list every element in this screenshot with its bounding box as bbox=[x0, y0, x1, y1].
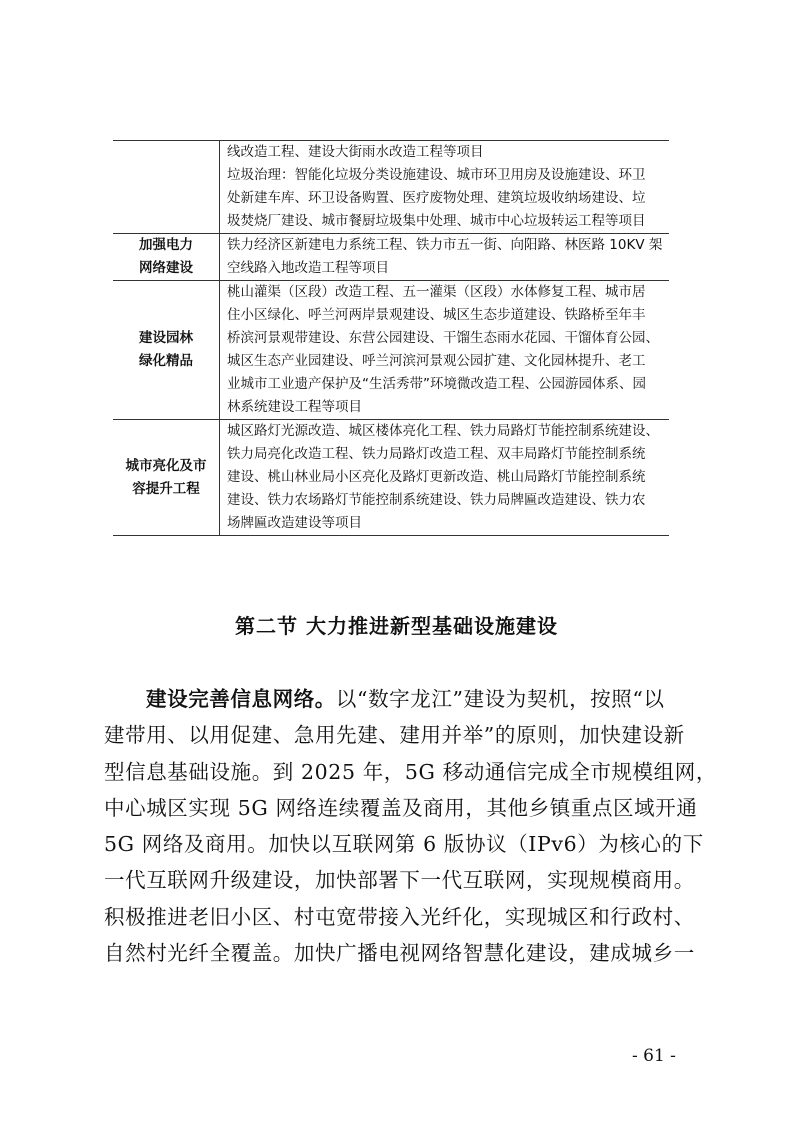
category-cell bbox=[113, 234, 220, 281]
paragraph-line: 以“数字龙江”建设为契机，按照“以 bbox=[335, 687, 665, 711]
body-paragraph bbox=[104, 681, 717, 971]
table-row bbox=[113, 141, 669, 234]
description-line: 铁力经济区新建电力系统工程、铁力市五一街、向阳路、林医路 10KV 架 bbox=[227, 237, 663, 253]
page-number: - 61 - bbox=[632, 1046, 676, 1066]
description-line: 建设、桃山林业局小区亮化及路灯更新改造、桃山局路灯节能控制系统 bbox=[227, 469, 646, 485]
description-line: 建设、铁力农场路灯节能控制系统建设、铁力局牌匾改造建设、铁力农 bbox=[227, 492, 646, 508]
category-label: 绿化精品 bbox=[139, 353, 193, 369]
description-line: 空线路入地改造工程等项目 bbox=[227, 260, 389, 276]
paragraph-line: 中心城区实现 5G 网络连续覆盖及商用，其他乡镇重点区域开通 bbox=[104, 795, 698, 820]
description-line: 城区生态产业园建设、呼兰河滨河景观公园扩建、文化园林提升、老工 bbox=[227, 353, 646, 369]
description-cell bbox=[220, 141, 670, 234]
category-label: 容提升工程 bbox=[132, 480, 200, 497]
category-label: 城市亮化及市 bbox=[125, 457, 207, 474]
paragraph-line: 建带用、以用促建、急用先建、建用并举”的原则，加快建设新 bbox=[104, 723, 685, 748]
description-line: 桥滨河景观带建设、东营公园建设、干馏生态雨水花园、干馏体育公园、 bbox=[227, 330, 659, 346]
description-line: 处新建车库、环卫设备购置、医疗废物处理、建筑垃圾收纳场建设、垃 bbox=[227, 190, 646, 206]
paragraph-line: 型信息基础设施。到 2025 年，5G 移动通信完成全市规模组网， bbox=[104, 759, 717, 784]
paragraph-line: 积极推进老旧小区、村屯宽带接入光纤化，实现城区和行政村、 bbox=[104, 904, 695, 929]
description-cell bbox=[220, 281, 670, 420]
description-line: 线改造工程、建设大街雨水改造工程等项目 bbox=[227, 144, 484, 160]
description-line: 桃山灌渠（区段）改造工程、五一灌渠（区段）水体修复工程、城市居 bbox=[227, 284, 646, 300]
paragraph-line: 自然村光纤全覆盖。加快广播电视网络智慧化建设，建成城乡一 bbox=[104, 941, 695, 966]
description-line: 垃圾治理：智能化垃圾分类设施建设、城市环卫用房及设施建设、环卫 bbox=[227, 167, 646, 183]
description-cell bbox=[220, 420, 670, 536]
description-line: 场牌匾改造建设等项目 bbox=[227, 515, 362, 531]
category-label: 网络建设 bbox=[139, 260, 193, 276]
description-line: 圾焚烧厂建设、城市餐厨垃圾集中处理、城市中心垃圾转运工程等项目 bbox=[227, 213, 646, 229]
paragraph-lead: 建设完善信息网络。 bbox=[146, 687, 336, 711]
paragraph-line: 一代互联网升级建设，加快部署下一代互联网，实现规模商用。 bbox=[104, 868, 695, 893]
category-label: 建设园林 bbox=[139, 330, 193, 346]
section-title: 第二节 大力推进新型基础设施建设 bbox=[235, 614, 558, 638]
description-cell bbox=[220, 234, 670, 281]
table-row bbox=[113, 234, 669, 281]
table-row bbox=[113, 281, 669, 420]
category-cell bbox=[113, 141, 220, 234]
description-line: 铁力局亮化改造工程、铁力局路灯改造工程、双丰局路灯节能控制系统 bbox=[227, 446, 646, 462]
description-line: 城区路灯光源改造、城区楼体亮化工程、铁力局路灯节能控制系统建设、 bbox=[227, 423, 659, 439]
description-line: 林系统建设工程等项目 bbox=[227, 399, 362, 415]
paragraph-first-line bbox=[104, 681, 704, 717]
description-line: 住小区绿化、呼兰河两岸景观建设、城区生态步道建设、铁路桥至年丰 bbox=[227, 307, 646, 323]
description-line: 业城市工业遗产保护及“生活秀带”环境微改造工程、公园游园体系、园 bbox=[227, 376, 646, 392]
category-cell bbox=[113, 281, 220, 420]
category-label: 加强电力 bbox=[139, 237, 193, 253]
paragraph-line: 5G 网络及商用。加快以互联网第 6 版协议（IPv6）为核心的下 bbox=[104, 832, 704, 857]
category-cell bbox=[113, 420, 220, 536]
project-table bbox=[113, 140, 669, 536]
table-row bbox=[113, 420, 669, 536]
